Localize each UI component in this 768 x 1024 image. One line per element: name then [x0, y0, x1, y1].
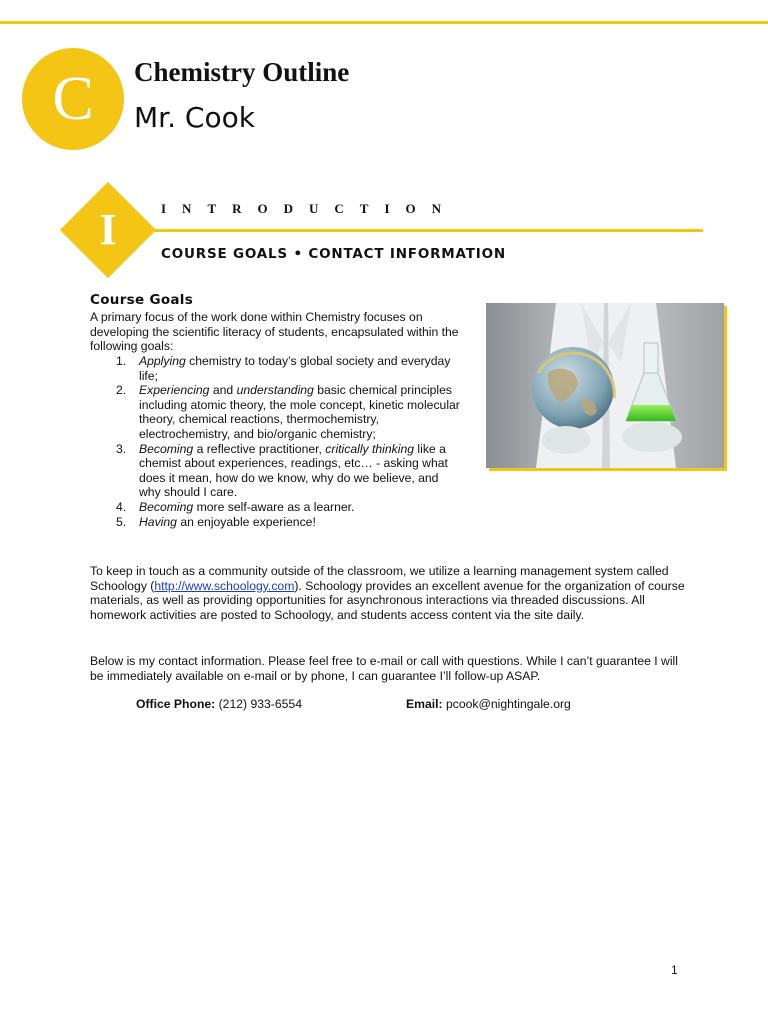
goal-item — [116, 354, 461, 383]
page-number: 1 — [671, 963, 678, 977]
goal-emphasis: Having — [139, 514, 177, 529]
section-rule — [118, 229, 703, 232]
section-letter: I — [99, 205, 117, 254]
schoology-text-after: ). Schoology provides an excellent avenue for the organization of course materials, as well as providing opportunities for asynchronous interactions via threaded discussions. All homework activities are posted to Schoology, and students access content via the site daily. — [90, 578, 685, 622]
goal-emphasis: understanding — [236, 383, 314, 398]
goal-text: chemistry to today’s global society and everyday life; — [139, 354, 451, 383]
goal-text: an enjoyable experience! — [176, 514, 316, 529]
goal-emphasis: Applying — [139, 354, 186, 368]
course-letter: C — [52, 65, 94, 133]
course-goals-intro: A primary focus of the work done within Chemistry focuses on developing the scientific literacy of students, encapsulated within the following goals: — [90, 310, 459, 354]
office-phone-value: (212) 933-6554 — [218, 697, 302, 711]
office-phone — [136, 697, 302, 711]
schoology-paragraph — [90, 564, 690, 622]
office-phone-label: Office Phone: — [136, 697, 216, 711]
top-rule — [0, 21, 768, 24]
goal-number: 1. — [116, 354, 127, 368]
goal-number: 2. — [116, 383, 127, 398]
section-title: INTRODUCTION — [161, 201, 458, 216]
email-label: Email: — [406, 697, 443, 711]
goal-list — [116, 354, 461, 529]
goal-emphasis: Becoming — [139, 499, 194, 514]
email-value: pcook@nightingale.org — [445, 697, 571, 711]
email-contact — [406, 697, 571, 711]
goal-number: 5. — [116, 514, 127, 529]
goal-connector: a reflective practitioner, — [193, 441, 326, 456]
goal-number: 3. — [116, 441, 127, 456]
goal-emphasis: Experiencing — [139, 383, 210, 398]
course-letter-badge — [22, 48, 124, 150]
contact-paragraph: Below is my contact information. Please feel free to e-mail or call with questions. While I can’t guarantee I will be immediately available on e-mail or by phone, I can guarantee I’ll follow-up ASAP. — [90, 654, 678, 683]
schoology-link[interactable]: http://www.schoology.com — [154, 578, 295, 593]
goal-text: basic chemical principles including atomic theory, the mole concept, kinetic molecular theory, chemical reactions, thermochemistry, electrochemistry, and bio/organic chemistry; — [139, 383, 460, 441]
document-title: Chemistry Outline — [134, 57, 350, 87]
course-goals-heading: Course Goals — [90, 292, 194, 308]
goal-item — [116, 515, 461, 530]
goal-item — [116, 383, 461, 441]
scientist-photo — [486, 303, 724, 468]
goal-text: more self-aware as a learner. — [193, 499, 355, 514]
section-subtitle: COURSE GOALS • CONTACT INFORMATION — [161, 246, 506, 262]
goal-number: 4. — [116, 499, 127, 514]
goal-item — [116, 500, 461, 515]
goal-connector: and — [209, 383, 237, 398]
schoology-text-before: To keep in touch as a community outside of the classroom, we utilize a learning management system called Schoology ( — [90, 564, 669, 593]
goal-emphasis: critically thinking — [325, 441, 415, 456]
teacher-name: Mr. Cook — [134, 101, 255, 134]
goal-item — [116, 442, 461, 500]
goal-text: like a chemist about experiences, readings, etc… - asking what does it mean, how do we know, why do we believe, and why should I care. — [139, 441, 448, 500]
goal-emphasis: Becoming — [139, 441, 194, 456]
